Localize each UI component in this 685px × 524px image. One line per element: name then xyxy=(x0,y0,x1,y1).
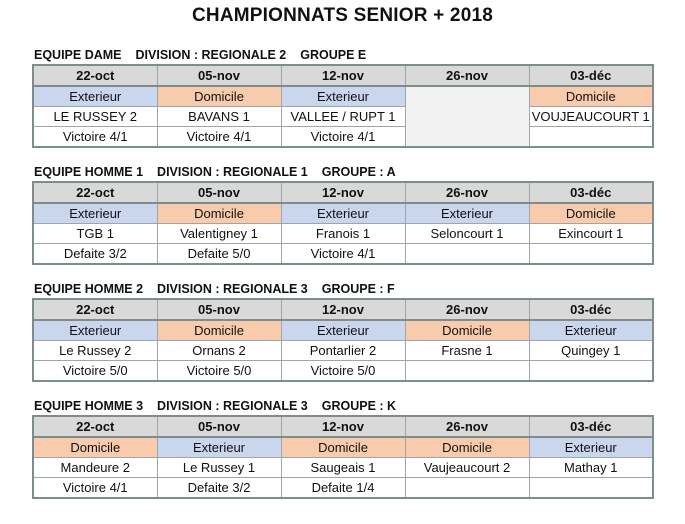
venue-cell: Exterieur xyxy=(157,437,281,458)
result-cell: Victoire 5/0 xyxy=(157,361,281,382)
result-cell xyxy=(529,244,653,265)
result-cell: Victoire 4/1 xyxy=(33,127,157,148)
date-cell: 26-nov xyxy=(405,65,529,86)
schedule-table xyxy=(32,181,654,265)
section-equipe-homme-2 xyxy=(32,281,654,382)
team-name: EQUIPE HOMME 2 xyxy=(34,282,144,296)
opponent-cell: VOUJEAUCOURT 1 xyxy=(529,107,653,127)
schedule-table xyxy=(32,415,654,499)
result-cell: Victoire 4/1 xyxy=(157,127,281,148)
venue-cell: Domicile xyxy=(157,86,281,107)
opponent-cell: Frasne 1 xyxy=(405,341,529,361)
date-cell: 05-nov xyxy=(157,65,281,86)
schedule-table xyxy=(32,298,654,382)
venue-cell: Domicile xyxy=(157,320,281,341)
section-equipe-homme-3 xyxy=(32,398,654,499)
result-cell: Victoire 5/0 xyxy=(281,361,405,382)
venue-cell: Exterieur xyxy=(33,86,157,107)
opponent-cell: Quingey 1 xyxy=(529,341,653,361)
date-cell: 05-nov xyxy=(157,182,281,203)
group-label: GROUPE : A xyxy=(321,165,396,179)
team-name: EQUIPE DAME xyxy=(34,48,122,62)
venue-cell: Exterieur xyxy=(281,86,405,107)
result-cell xyxy=(529,478,653,499)
opponent-cell: Pontarlier 2 xyxy=(281,341,405,361)
opponent-row xyxy=(33,458,653,478)
division-label: DIVISION : REGIONALE 2 xyxy=(135,48,287,62)
opponent-row xyxy=(33,341,653,361)
date-cell: 26-nov xyxy=(405,299,529,320)
date-cell: 12-nov xyxy=(281,299,405,320)
opponent-cell: Le Russey 1 xyxy=(157,458,281,478)
group-label: GROUPE : K xyxy=(321,399,397,413)
result-row xyxy=(33,361,653,382)
opponent-cell: LE RUSSEY 2 xyxy=(33,107,157,127)
venue-row xyxy=(33,86,653,107)
venue-cell: Domicile xyxy=(529,86,653,107)
result-cell xyxy=(405,478,529,499)
date-cell: 05-nov xyxy=(157,299,281,320)
date-cell: 03-déc xyxy=(529,65,653,86)
venue-row xyxy=(33,203,653,224)
result-cell xyxy=(529,361,653,382)
date-cell: 05-nov xyxy=(157,416,281,437)
team-name: EQUIPE HOMME 1 xyxy=(34,165,144,179)
opponent-cell: Seloncourt 1 xyxy=(405,224,529,244)
opponent-cell: Valentigney 1 xyxy=(157,224,281,244)
result-cell: Defaite 1/4 xyxy=(281,478,405,499)
result-cell: Defaite 5/0 xyxy=(157,244,281,265)
date-row xyxy=(33,416,653,437)
opponent-cell: Vaujeaucourt 2 xyxy=(405,458,529,478)
date-row xyxy=(33,299,653,320)
result-row xyxy=(33,478,653,499)
result-cell xyxy=(405,244,529,265)
venue-cell: Exterieur xyxy=(33,320,157,341)
venue-row xyxy=(33,320,653,341)
result-cell xyxy=(529,127,653,148)
date-cell: 12-nov xyxy=(281,416,405,437)
opponent-cell: Exincourt 1 xyxy=(529,224,653,244)
section-header xyxy=(32,281,654,297)
result-cell: Defaite 3/2 xyxy=(157,478,281,499)
result-cell: Victoire 5/0 xyxy=(33,361,157,382)
result-cell: Defaite 3/2 xyxy=(33,244,157,265)
empty-cell xyxy=(405,86,529,147)
opponent-row xyxy=(33,107,653,127)
opponent-cell: VALLEE / RUPT 1 xyxy=(281,107,405,127)
opponent-cell: Mathay 1 xyxy=(529,458,653,478)
opponent-cell: TGB 1 xyxy=(33,224,157,244)
section-header xyxy=(32,398,654,414)
date-cell: 22-oct xyxy=(33,416,157,437)
opponent-cell: BAVANS 1 xyxy=(157,107,281,127)
result-cell: Victoire 4/1 xyxy=(281,127,405,148)
date-cell: 26-nov xyxy=(405,416,529,437)
venue-cell: Exterieur xyxy=(281,203,405,224)
date-row xyxy=(33,65,653,86)
venue-cell: Exterieur xyxy=(281,320,405,341)
division-label: DIVISION : REGIONALE 3 xyxy=(157,282,308,296)
section-header xyxy=(32,164,654,180)
result-row xyxy=(33,244,653,265)
opponent-cell: Saugeais 1 xyxy=(281,458,405,478)
opponent-row xyxy=(33,224,653,244)
venue-cell: Exterieur xyxy=(529,437,653,458)
group-label: GROUPE E xyxy=(300,48,367,62)
venue-cell: Domicile xyxy=(529,203,653,224)
opponent-cell: Ornans 2 xyxy=(157,341,281,361)
date-cell: 03-déc xyxy=(529,182,653,203)
page-title: CHAMPIONNATS SENIOR + 2018 xyxy=(192,5,493,26)
venue-cell: Domicile xyxy=(157,203,281,224)
date-cell: 22-oct xyxy=(33,299,157,320)
date-cell: 12-nov xyxy=(281,182,405,203)
date-cell: 26-nov xyxy=(405,182,529,203)
venue-cell: Domicile xyxy=(405,320,529,341)
opponent-cell: Mandeure 2 xyxy=(33,458,157,478)
date-cell: 03-déc xyxy=(529,416,653,437)
result-cell: Victoire 4/1 xyxy=(281,244,405,265)
venue-cell: Exterieur xyxy=(529,320,653,341)
venue-cell: Exterieur xyxy=(33,203,157,224)
date-cell: 03-déc xyxy=(529,299,653,320)
schedule-table xyxy=(32,64,654,148)
opponent-cell: Franois 1 xyxy=(281,224,405,244)
date-cell: 12-nov xyxy=(281,65,405,86)
result-row xyxy=(33,127,653,148)
result-cell xyxy=(405,361,529,382)
venue-cell: Domicile xyxy=(281,437,405,458)
venue-cell: Domicile xyxy=(405,437,529,458)
opponent-cell: Le Russey 2 xyxy=(33,341,157,361)
date-cell: 22-oct xyxy=(33,65,157,86)
date-row xyxy=(33,182,653,203)
result-cell: Victoire 4/1 xyxy=(33,478,157,499)
venue-cell: Exterieur xyxy=(405,203,529,224)
division-label: DIVISION : REGIONALE 3 xyxy=(157,399,308,413)
venue-row xyxy=(33,437,653,458)
division-label: DIVISION : REGIONALE 1 xyxy=(157,165,308,179)
team-name: EQUIPE HOMME 3 xyxy=(34,399,144,413)
date-cell: 22-oct xyxy=(33,182,157,203)
group-label: GROUPE : F xyxy=(321,282,395,296)
section-equipe-homme-1 xyxy=(32,164,654,265)
section-equipe-dame xyxy=(32,47,654,148)
section-header xyxy=(32,47,654,63)
venue-cell: Domicile xyxy=(33,437,157,458)
